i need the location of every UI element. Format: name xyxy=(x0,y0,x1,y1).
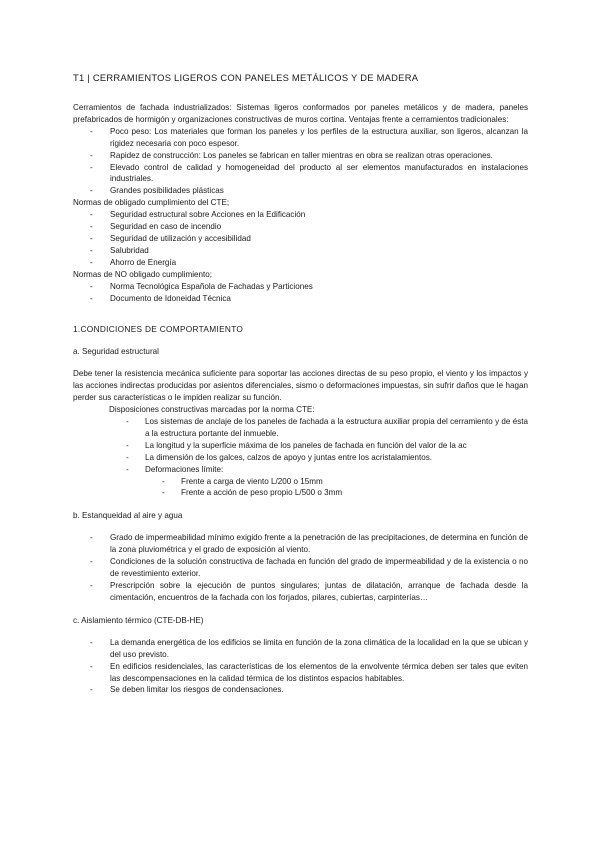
subsection-heading-c: c. Aislamiento térmico (CTE-DB-HE) xyxy=(73,615,204,625)
normas-no-list xyxy=(73,281,528,305)
aislamiento-list xyxy=(73,637,528,697)
document-title: T1 | CERRAMIENTOS LIGEROS CON PANELES METÁLICOS Y DE MADERA xyxy=(73,72,419,83)
list-item: - La longitud y la superficie máxima de los paneles de fachada en función del valor de la ac xyxy=(109,440,528,452)
list-item: - Salubridad xyxy=(73,245,528,257)
list-item: - Frente a carga de viento L/200 o 15mm xyxy=(145,476,528,488)
list-item: - Los sistemas de anclaje de los paneles de fachada a la estructura auxiliar propia del cerramiento y de ésta a la estructura portante del inmueble. xyxy=(109,416,528,440)
list-item: - La dimensión de los galces, calzos de apoyo y juntas entre los acristalamientos. xyxy=(109,452,528,464)
disposiciones-label: Disposiciones constructivas marcadas por la norma CTE: xyxy=(109,405,315,415)
section-heading: 1.CONDICIONES DE COMPORTAMIENTO xyxy=(73,324,244,335)
disposiciones-list xyxy=(109,416,528,476)
estanqueidad-list xyxy=(73,532,528,603)
list-item: - Deformaciones límite: xyxy=(109,464,528,476)
normas-obligado-label: Normas de obligado cumplimiento del CTE; xyxy=(73,198,230,208)
subsection-heading-a: a. Seguridad estructural xyxy=(73,347,159,357)
list-item: - Documento de Idoneidad Técnica xyxy=(73,293,528,305)
list-item: - Ahorro de Energía xyxy=(73,257,528,269)
list-item: - Rapidez de construcción: Los paneles se fabrican en taller mientras en obra se realizan otras operaciones. xyxy=(73,150,528,162)
list-item: - Frente a acción de peso propio L/500 o 3mm xyxy=(145,487,528,499)
seguridad-paragraph: Debe tener la resistencia mecánica suficiente para soportar las acciones directas de su peso propio, el viento y los impactos y las acciones indirectas producidas por asientos diferenciales, sismo o deformaciones impuestas, sin sufrir daños que le hagan perder sus características o le impiden realizar su función. xyxy=(73,369,528,403)
normas-obligado-list xyxy=(73,209,528,269)
list-item: - Prescripción sobre la ejecución de puntos singulares; juntas de dilatación, arranque de fachada desde la cimentación, encuentros de la fachada con los forjados, pilares, cubiertas, carpinterías… xyxy=(73,580,528,604)
list-item: - En edificios residenciales, las características de los elementos de la envolvente térmica deben ser tales que eviten las descompensaciones en la calidad térmica de los distintos espacios habitables. xyxy=(73,661,528,685)
subsection-heading-b: b. Estanqueidad al aire y agua xyxy=(73,511,183,521)
list-item: - Se deben limitar los riesgos de condensaciones. xyxy=(73,684,528,696)
list-item: - Norma Tecnológica Española de Fachadas y Particiones xyxy=(73,281,528,293)
list-item: - Grado de impermeabilidad mínimo exigido frente a la penetración de las precipitaciones, de determina en función de la zona pluviométrica y el grado de exposición al viento. xyxy=(73,532,528,556)
list-item: - Seguridad en caso de incendio xyxy=(73,221,528,233)
normas-no-label: Normas de NO obligado cumplimiento; xyxy=(73,269,213,279)
ventajas-list xyxy=(73,126,528,197)
list-item: - Seguridad de utilización y accesibilidad xyxy=(73,233,528,245)
list-item: - Elevado control de calidad y homogeneidad del producto al ser elementos manufacturados en instalaciones industriales. xyxy=(73,162,528,186)
deformaciones-list xyxy=(109,476,528,500)
intro-paragraph: Cerramientos de fachada industrializados: Sistemas ligeros conformados por paneles metálicos y de madera, paneles prefabricados de hormigón y organizaciones constructivas de muros cortina. Ventajas frente a cerramientos tradicionales: xyxy=(73,103,528,124)
list-item: - Poco peso: Los materiales que forman los paneles y los perfiles de la estructura auxiliar, son ligeros, alcanzan la rigidez necesaria con poco espesor. xyxy=(73,126,528,150)
list-item: - Grandes posibilidades plásticas xyxy=(73,185,528,197)
list-item: - Seguridad estructural sobre Acciones en la Edificación xyxy=(73,209,528,221)
list-item: - Condiciones de la solución constructiva de fachada en función del grado de impermeabilidad y de la existencia o no de revestimiento exterior. xyxy=(73,556,528,580)
list-item: - La demanda energética de los edificios se limita en función de la zona climática de la localidad en la que se ubican y del uso previsto. xyxy=(73,637,528,661)
